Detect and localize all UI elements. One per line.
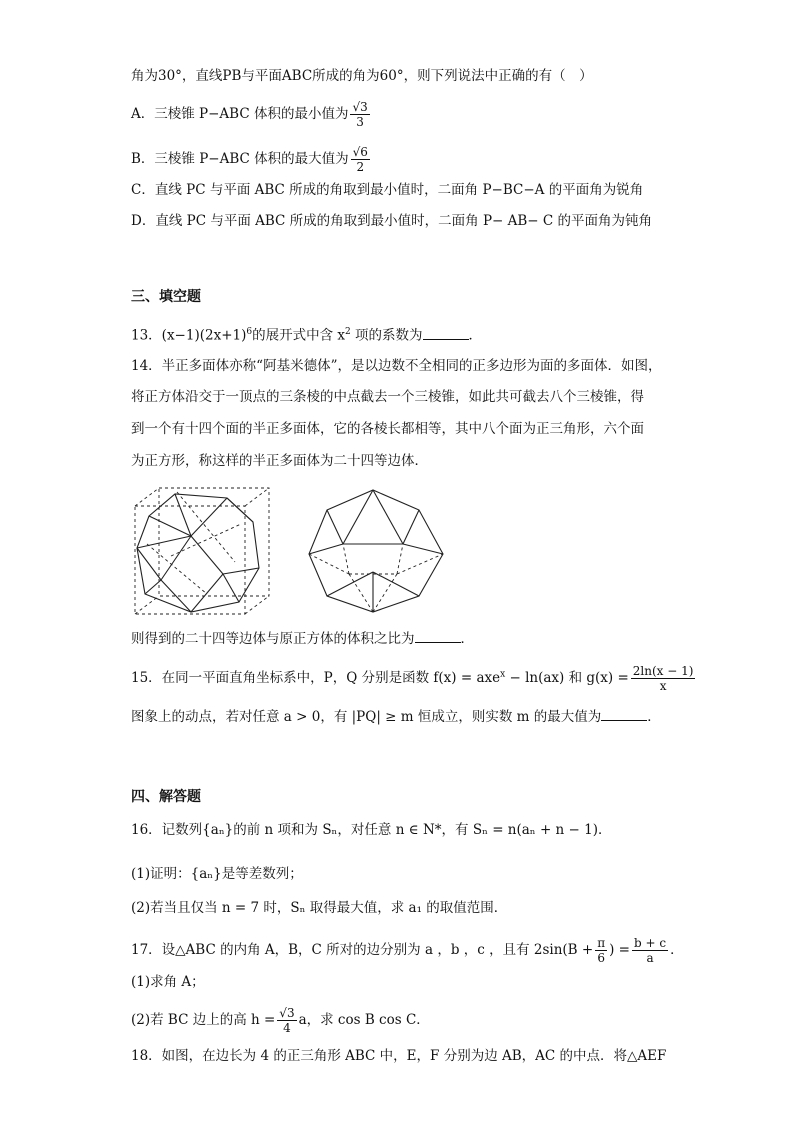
q13-answer-blank (423, 325, 469, 340)
question-17 (131, 936, 684, 965)
q16-part2: (2)若当且仅当 n = 7 时，Sₙ 取得最大值，求 a₁ 的取值范围． (131, 900, 508, 916)
section-solution-title: 四、解答题 (131, 789, 201, 805)
cuboctahedron-figure (309, 490, 443, 612)
q17-pi-fraction (595, 936, 607, 965)
q17-pnum: π (597, 936, 606, 950)
q13-pre: 13．(x−1)(2x+1) (131, 327, 247, 344)
q13-post: 的展开式中含 x (252, 327, 346, 344)
option-b-num: √6 (352, 145, 368, 159)
q17-part2 (131, 1006, 430, 1035)
question-15 (131, 664, 697, 693)
q15-fnum: 2ln(x − 1) (632, 664, 694, 678)
option-a-num: √3 (352, 100, 368, 114)
option-a-den: 3 (356, 115, 364, 129)
q15-end: ． (647, 709, 661, 725)
section-fill-in-title: 三、填空题 (131, 289, 201, 305)
q15-exp: x (500, 669, 506, 680)
q17-hnum: √3 (279, 1006, 295, 1020)
q17-height-fraction (277, 1006, 296, 1035)
option-b-text: B．三棱锥 P−ABC 体积的最大值为 (131, 151, 349, 167)
polyhedron-figures (131, 484, 451, 616)
q13-exp: 6 (246, 327, 253, 337)
q18-line1: 18．如图，在边长为 4 的正三角形 ABC 中，E，F 分别为边 AB，AC 的中点．将△AEF (131, 1048, 667, 1064)
question-continuation: 角为30°，直线PB与平面ABC所成的角为60°，则下列说法中正确的有（ ） (131, 68, 593, 84)
q16-part1: (1)证明：{aₙ}是等差数列； (131, 866, 303, 882)
q17-pden: 6 (597, 951, 605, 965)
q13-post2: 项的系数为 (350, 327, 423, 344)
q15-line2-text: 图象上的动点，若对任意 a > 0，有 |PQ| ≥ m 恒成立，则实数 m 的最大值为 (131, 709, 602, 725)
option-b (131, 145, 372, 174)
q13-exp2: 2 (345, 327, 351, 337)
q17-rden: a (646, 951, 654, 965)
q15-answer-blank (601, 706, 647, 721)
option-d: D．直线 PC 与平面 ABC 所成的角取到最小值时，二面角 P− AB− C 的平面角为钝角 (131, 213, 653, 229)
q17-rnum: b + c (633, 936, 667, 950)
q14-line2: 将正方体沿交于一顶点的三条棱的中点截去一个三棱锥，如此共可截去八个三棱锥，得 (131, 389, 644, 405)
option-a-fraction (350, 100, 369, 129)
q17-end: ． (670, 942, 684, 958)
q17-hden: 4 (283, 1021, 291, 1035)
q15-line2 (131, 706, 661, 727)
q17-p2pre: (2)若 BC 边上的高 h = (131, 1012, 276, 1028)
q17-mid: ) = (609, 942, 630, 958)
cube-with-polyhedron-figure (135, 488, 269, 614)
q14-answer-line (131, 628, 474, 649)
q14-line3: 到一个有十四个面的半正多面体，它的各棱长都相等，其中八个面为正三角形，六个面 (131, 421, 644, 437)
option-c: C．直线 PC 与平面 ABC 所成的角取到最小值时，二面角 P−BC−A 的平面角为锐角 (131, 182, 644, 198)
q17-pre: 17．设△ABC 的内角 A，B，C 所对的边分别为 a ，b ，c ，且有 2sin(B + (131, 942, 594, 958)
q15-fraction (631, 664, 696, 693)
q14-end: ． (460, 631, 474, 647)
q14-after: 则得到的二十四等边体与原正方体的体积之比为 (131, 631, 415, 647)
q14-line1: 14．半正多面体亦称“阿基米德体”，是以边数不全相同的正多边形为面的多面体．如图， (131, 358, 662, 374)
q17-ratio-fraction (632, 936, 668, 965)
option-b-fraction (351, 145, 370, 174)
option-b-den: 2 (356, 160, 365, 174)
question-13 (131, 322, 482, 346)
option-a-text: A．三棱锥 P−ABC 体积的最小值为 (131, 106, 349, 122)
q15-fden: x (659, 679, 667, 693)
q16-line1: 16．记数列{aₙ}的前 n 项和为 Sₙ，对任意 n ∈ N*，有 Sₙ = n(aₙ + n − 1)． (131, 822, 612, 838)
q15-mid: − ln(ax) 和 g(x) = (505, 670, 629, 686)
option-a (131, 100, 372, 129)
q15-pre: 15．在同一平面直角坐标系中，P，Q 分别是函数 f(x) = axe (131, 670, 501, 686)
q14-answer-blank (415, 628, 461, 643)
q17-part1: (1)求角 A； (131, 974, 205, 990)
q13-end: ． (468, 327, 483, 344)
q17-p2post: a，求 cos B cos C． (298, 1012, 430, 1028)
q14-line4: 为正方形，称这样的半正多面体为二十四等边体． (131, 453, 428, 469)
